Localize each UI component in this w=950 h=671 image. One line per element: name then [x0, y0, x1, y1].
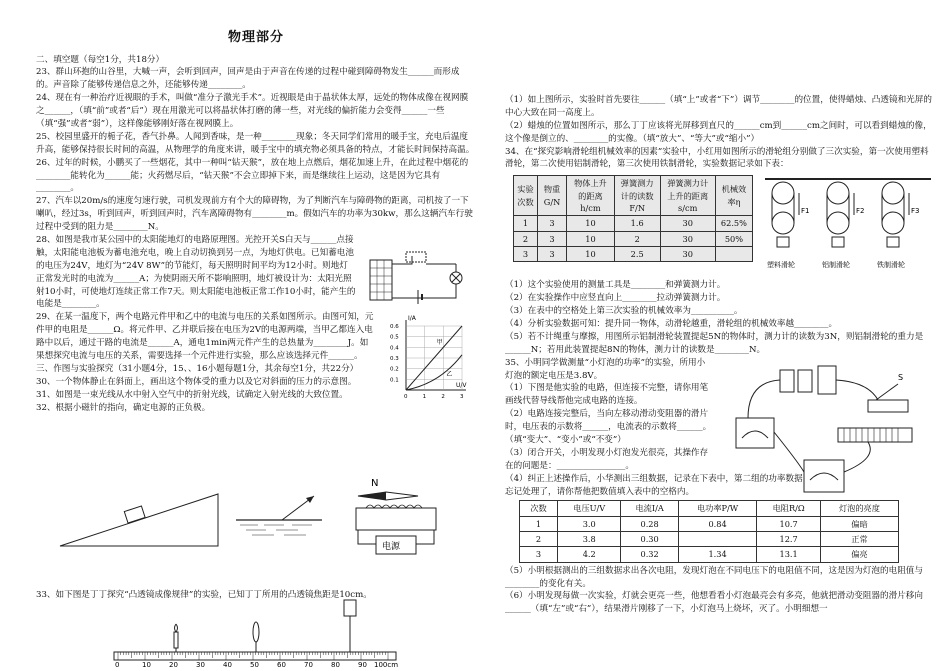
lamp-table-cell: 0.32 — [621, 547, 678, 562]
question-32: 32、根据小磁针的指向，确定电源的正负极。 — [36, 402, 211, 413]
question-24: 24、现在有一种治疗近视眼的手术，叫做“准分子激光手术”。近视眼是由于晶状体太厚，远处的物体成像在视网膜之______，（填“前”或者“后”）现在用激光可以将晶状体打磨的薄一些，对光线的偏折能力会变得______一些（填“强”或者“弱”），这样像能够刚好落在视网膜上。 — [36, 93, 469, 129]
question-34-part5: （5）若不计绳重与摩擦，用图所示铝制滑轮装置提起5N的物体时，测力计的读数为3N，则铝制滑轮的重力是______N；若用此装置提起8N的物体，测力计的读数是________N。 — [505, 331, 924, 355]
pulley-table-header: 实验次数 — [514, 176, 538, 216]
ruler-tick-label: 60 — [277, 661, 286, 668]
rheostat-icon — [838, 428, 912, 442]
lamp-socket-icon — [818, 366, 836, 394]
question-33: 33、如下图是丁丁探究“凸透镜成像规律”的实验，已知丁丁所用的凸透镜焦距是10cm。 — [36, 590, 372, 600]
question-30: 30、一个物体静止在斜面上，画出这个物体受的重力以及它对斜面的压力的示意图。 — [36, 376, 357, 387]
ruler-tick-label: 70 — [304, 661, 313, 668]
pulley-table-cell: 3 — [537, 246, 566, 261]
lens-icon — [253, 622, 259, 642]
pulley-force-label: F2 — [856, 207, 865, 216]
question-33-part1: （1）如上图所示，实验时首先要往______（填“上”或者“下”）调节________的位置，使得蜡烛、凸透镜和光屏的中心大致在同一高度上。 — [505, 95, 932, 118]
question-31: 31、如图是一束光线从水中射入空气中的折射光线，试确定入射光线的大致位置。 — [36, 389, 348, 400]
weight-icon — [887, 237, 899, 247]
battery-icon — [780, 370, 794, 392]
x-tick-label: 2 — [441, 394, 445, 400]
optical-bench-ruler — [108, 596, 408, 668]
lamp-table-cell: 1 — [520, 516, 558, 531]
pulley-table-cell — [715, 246, 752, 261]
flame-icon — [175, 624, 178, 632]
x-tick-label: 0 — [404, 394, 408, 400]
lamp-table-header: 电压U/V — [558, 501, 621, 516]
pulley-table-cell: 1.6 — [614, 216, 660, 231]
ruler-tick-label: 10 — [142, 661, 151, 668]
lamp-table-cell: 2 — [520, 532, 558, 547]
question-25: 25、校园里盛开的栀子花，香气扑鼻。人闻到香味，是一种________现象；冬天同学们常用的暖手宝，充电后温度升高，能够保持很长时间的高温，从物理学的角度来讲，暖手宝中的填充物必须具备的特点，才能长时间保持高温。 — [36, 131, 475, 155]
pulley-table-header: 弹簧测力计的读数F/N — [614, 176, 660, 216]
question-35-part3: （3）闭合开关，小明发现小灯泡发光很亮，其操作存在的问题是：________________。 — [505, 447, 709, 471]
section-fill-in: 二、填空题（每空1分，共18分） — [36, 54, 165, 65]
question-34-part3: （3）在表中的空格处上第三次实验的机械效率为__________。 — [505, 306, 743, 317]
pulley-systems-diagram — [763, 175, 933, 275]
ammeter-icon — [804, 460, 844, 492]
fixed-pulley-icon — [882, 182, 904, 204]
battery-icon — [798, 370, 812, 392]
weight-icon — [832, 237, 844, 247]
curve-yi-label: 乙 — [446, 370, 453, 378]
question-34-part4: （4）分析实验数据可知：提升同一物体，动滑轮越重，滑轮组的机械效率越________。 — [505, 319, 838, 330]
curve-jia-label: 甲 — [436, 338, 443, 346]
voltmeter-icon — [736, 418, 774, 448]
candle-icon — [174, 632, 178, 648]
ruler-tick-label: 30 — [196, 661, 205, 668]
lamp-table-row — [520, 532, 899, 547]
y-tick-label: 0.5 — [390, 334, 399, 341]
ruler-tick-label: 50 — [250, 661, 259, 668]
switch-icon — [868, 400, 908, 412]
lamp-table-cell: 13.1 — [757, 547, 821, 562]
lamp-table-cell: 1.34 — [678, 547, 757, 562]
pulley-table-cell: 10 — [567, 216, 615, 231]
switch-s-label: S — [898, 373, 904, 382]
lamp-table-row — [520, 516, 899, 531]
pulley-table-cell: 30 — [660, 216, 715, 231]
section-experiment: 三、作图与实验探究（31小题4分，15、、16小题每题1分，其余每空1分，共22分） — [36, 363, 359, 374]
question-35-part5: （5）小明根据测出的三组数据求出各次电阻，发现灯泡在不同电压下的电阻值不同，这是因为灯泡的电阻值与________的变化有关。 — [505, 565, 923, 589]
pulley-table-header: 弹簧测力计上升的距离s/cm — [660, 176, 715, 216]
lamp-data-table — [519, 500, 899, 562]
pulley-table-cell: 3 — [514, 246, 538, 261]
question-34-part1: （1）这个实验使用的测量工具是________和弹簧测力计。 — [505, 280, 726, 291]
pulley-table-cell: 10 — [567, 246, 615, 261]
movable-pulley-icon — [882, 212, 904, 234]
pulley-table-header: 物重G/N — [537, 176, 566, 216]
y-tick-label: 0.2 — [390, 366, 399, 373]
incline-diagram — [58, 488, 223, 550]
current-voltage-chart — [388, 312, 470, 402]
question-33-part2: （2）蜡烛的位置如图所示，那么丁丁应该将光屏移到直尺的______cm到______cm之间时，可以看到蜡烛的像，这个像是倒立的、________的实像。（填“放大”、“等大”或“缩小”） — [505, 120, 932, 144]
electromagnet-diagram — [346, 470, 446, 562]
lamp-table-cell: 偏亮 — [820, 547, 898, 562]
pulley-type-label: 铁制滑轮 — [877, 261, 905, 270]
lamp-table-row — [520, 547, 899, 562]
ruler-body — [114, 652, 396, 660]
question-35-part2: （2）电路连接完整后，当向左移动滑动变阻器的滑片时，电压表的示数将______，电流表的示数将______。（填“变大”、“变小”或“不变”） — [505, 409, 712, 446]
pulley-table-cell: 2.5 — [614, 246, 660, 261]
lamp-table-cell — [678, 532, 757, 547]
lamp-table-header: 电阻R/Ω — [757, 501, 821, 516]
lamp-table-cell: 0.28 — [621, 516, 678, 531]
lamp-table-header: 次数 — [520, 501, 558, 516]
y-tick-label: 0.1 — [390, 377, 399, 384]
pulley-table-header: 物体上升的距离h/cm — [567, 176, 615, 216]
pulley-table-row — [514, 246, 753, 261]
pulley-force-label: F3 — [911, 207, 920, 216]
power-source-label: 电源 — [382, 542, 401, 552]
question-34: 34、在“探究影响滑轮组机械效率的因素”实验中，小红用如图所示的滑轮组分别做了三次实验，第一次使用塑料滑轮，第二次使用铝制滑轮，第三次使用铁制滑轮，实验数据记录如下表： — [505, 146, 929, 170]
question-35-part4: （4）纠正上述操作后，小华测出三组数据，记录在下表中，第二组的功率数据忘记处理了，请你帮他把数值填入表中的空格内。 — [505, 473, 803, 497]
pulley-data-table — [513, 175, 753, 262]
pulley-table-cell: 2 — [514, 231, 538, 246]
question-34-part2: （2）在实验操作中应竖直向上________拉动弹簧测力计。 — [505, 293, 726, 304]
pulley-table-header: 机械效率η — [715, 176, 752, 216]
question-28: 28、如图是我市某公园中的太阳能地灯的电路原理图。光控开关S白天与______点接触，太阳能电池板为蓄电池充电，晚上自动切换到另一点，为地灯供电。已知蓄电池的电压为24V，地灯为“24V 8W”的节能灯，每天照明时间平均为12小时。则地灯正常发光时的电流为______A；为使阴雨天所不影响照明，地灯被设计为：太阳光照射10小时，可使地灯连续正常工作7天。则太阳能电池板正常工作10小时，能产生的电能是________。 — [36, 234, 356, 310]
lamp-table-cell: 正常 — [820, 532, 898, 547]
question-35-part6: （6）小明发现每做一次实验，灯就会更亮一些，他想看看小灯泡最亮会有多亮，他就把滑动变阻器的滑片移向______（填“左”或“右”），结果滑片刚移了一下，小灯泡马上烧坏，灭了。小明细想一 — [505, 591, 923, 615]
lamp-table-header: 电功率P/W — [678, 501, 757, 516]
lamp-table-header: 灯泡的亮度 — [820, 501, 898, 516]
pulley-table-cell: 1 — [514, 216, 538, 231]
lamp-table-cell: 3.0 — [558, 516, 621, 531]
right-column — [505, 0, 935, 616]
fixed-pulley-icon — [827, 182, 849, 204]
question-23: 23、群山环抱的山谷里，大喊一声，会听到回声，回声是由于声音在传递的过程中碰到障碍物发生______而形成的。声音除了能够传递信息之外，还能够传递________。 — [36, 67, 460, 91]
weight-icon — [777, 237, 789, 247]
compass-n-label: N — [371, 478, 379, 489]
curve-yi — [406, 355, 462, 390]
question-27: 27、汽车以20m/s的速度匀速行驶，司机发现前方有个大的障碍物，为了判断汽车与障碍物的距离，司机按了一下喇叭，经过3s，听到回声，听到回声时，汽车离障碍物有________m。假如汽车的功率为30kw，那么这辆汽车行驶过程中受到的阻力是________N。 — [36, 196, 473, 233]
pulley-table-cell: 3 — [537, 231, 566, 246]
page-title: 物理部分 — [227, 30, 284, 45]
pulley-table-cell: 30 — [660, 231, 715, 246]
lamp-table-cell: 12.7 — [757, 532, 821, 547]
lamp-table-cell: 偏暗 — [820, 516, 898, 531]
pulley-table-cell: 3 — [537, 216, 566, 231]
question-29: 29、在某一温度下，两个电路元件甲和乙中的电流与电压的关系如图所示。由图可知，元件甲的电阻是______Ω。将元件甲、乙并联后接在电压为2V的电源两端，当甲乙都连入电路中以后，通过干路的电流是______A，通电1min两元件产生的总热量为________J。如果想探究电流与电压的关系，需要选择一个元件进行实验，那么应该选择元件______。 — [36, 312, 374, 361]
lamp-table-cell: 3 — [520, 547, 558, 562]
y-tick-label: 0.3 — [390, 356, 399, 362]
fixed-pulley-icon — [772, 182, 794, 204]
x-axis-label: U/V — [456, 382, 467, 389]
y-tick-label: 0.6 — [390, 324, 399, 330]
pulley-table-cell: 62.5% — [715, 216, 752, 231]
pulley-table-cell: 2 — [614, 231, 660, 246]
ruler-tick-label: 40 — [223, 661, 232, 668]
pulley-table-cell: 30 — [660, 246, 715, 261]
y-tick-label: 0.4 — [390, 345, 399, 352]
screen-icon — [344, 600, 356, 616]
pulley-table-cell: 50% — [715, 231, 752, 246]
question-35: 35、小明同学做测量“小灯泡的功率”的实验，所用小灯泡的额定电压是3.8V。 — [505, 357, 706, 381]
lamp-power-circuit-apparatus — [718, 362, 918, 502]
pulley-table-cell: 10 — [567, 231, 615, 246]
question-35-part1: （1）下图是他实验的电路，但连接不完整，请你用笔画线代替导线帮他完成电路的连接。 — [505, 383, 709, 407]
lamp-table-cell: 3.8 — [558, 532, 621, 547]
ruler-tick-label: 20 — [169, 661, 178, 668]
question-26: 26、过年的时候，小鹏买了一些烟花，其中一种叫“钻天猴”，放在地上点燃后，烟花加速上升，在此过程中烟花的________能转化为______能；火药燃尽后，“钻天猴”不会立即掉下来，而是继续往上运动，这是因为它具有________。 — [36, 157, 469, 194]
lamp-table-cell: 0.30 — [621, 532, 678, 547]
lamp-table-cell: 10.7 — [757, 516, 821, 531]
ruler-unit-label: 100cm — [374, 661, 399, 668]
pulley-type-label: 铝制滑轮 — [822, 261, 850, 270]
ruler-tick-label: 0 — [115, 661, 120, 668]
pulley-table-row — [514, 231, 753, 246]
pulley-type-label: 塑料滑轮 — [767, 261, 795, 270]
ruler-tick-label: 90 — [358, 661, 367, 668]
x-tick-label: 1 — [422, 394, 427, 400]
movable-pulley-icon — [772, 212, 794, 234]
lamp-table-cell: 0.84 — [678, 516, 757, 531]
pulley-force-label: F1 — [801, 207, 810, 216]
lamp-table-header: 电流I/A — [621, 501, 678, 516]
ruler-tick-label: 80 — [331, 661, 340, 668]
refraction-diagram — [232, 490, 327, 540]
pulley-table-row — [514, 216, 753, 231]
x-tick-label: 3 — [460, 394, 464, 400]
y-axis-label: I/A — [408, 315, 416, 322]
movable-pulley-icon — [827, 212, 849, 234]
solar-lamp-circuit-diagram — [368, 248, 468, 306]
lamp-table-cell: 4.2 — [558, 547, 621, 562]
